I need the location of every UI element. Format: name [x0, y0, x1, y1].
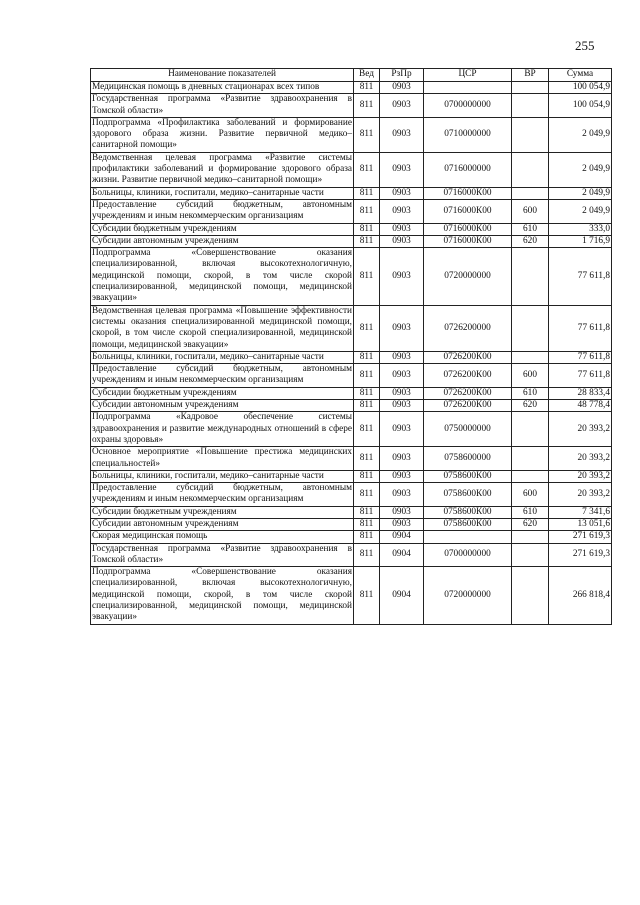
cell-csr: 0726200К00 — [424, 387, 512, 399]
cell-rzpr: 0903 — [380, 351, 424, 363]
cell-rzpr: 0904 — [380, 543, 424, 567]
cell-rzpr: 0903 — [380, 483, 424, 507]
cell-csr: 0700000000 — [424, 543, 512, 567]
cell-ved: 811 — [354, 351, 380, 363]
cell-rzpr: 0903 — [380, 235, 424, 247]
cell-name: Подпрограмма «Кадровое обеспечение системы здравоохранения и развитие международных отношений в сфере охраны здоровья» — [92, 412, 352, 445]
cell-rzpr: 0903 — [380, 364, 424, 388]
cell-vr — [512, 94, 549, 118]
cell-vr: 610 — [512, 506, 549, 518]
budget-table — [90, 68, 612, 625]
table-row — [91, 199, 612, 223]
cell-csr: 0710000000 — [424, 117, 512, 152]
cell-sum: 1 716,9 — [549, 235, 612, 247]
table-row — [91, 351, 612, 363]
cell-vr — [512, 543, 549, 567]
cell-ved: 811 — [354, 305, 380, 351]
header-vr: ВР — [512, 69, 549, 82]
cell-sum: 13 051,6 — [549, 518, 612, 530]
table-row — [91, 470, 612, 482]
cell-sum: 28 833,4 — [549, 387, 612, 399]
cell-name: Субсидии автономным учреждениям — [91, 518, 354, 530]
cell-name: Государственная программа «Развитие здравоохранения в Томской области» — [92, 543, 352, 565]
cell-ved: 811 — [354, 187, 380, 199]
cell-name: Медицинская помощь в дневных стационарах всех типов — [91, 82, 354, 94]
cell-rzpr: 0903 — [380, 248, 424, 305]
cell-sum: 266 818,4 — [549, 567, 612, 624]
cell-vr — [512, 117, 549, 152]
table-row — [91, 506, 612, 518]
table-row — [91, 447, 612, 471]
cell-rzpr: 0903 — [380, 152, 424, 187]
cell-ved: 811 — [354, 400, 380, 412]
cell-name: Субсидии бюджетным учреждениям — [91, 506, 354, 518]
cell-sum: 271 619,3 — [549, 531, 612, 543]
cell-csr: 0720000000 — [424, 248, 512, 305]
cell-vr: 610 — [512, 223, 549, 235]
cell-name: Ведомственная целевая программа «Развитие системы профилактики заболеваний и формирование здорового образа жизни. Развитие первичной медико–санитарной помощи» — [92, 152, 352, 186]
cell-vr: 620 — [512, 400, 549, 412]
cell-sum: 100 054,9 — [549, 94, 612, 118]
cell-sum: 77 611,8 — [549, 305, 612, 351]
cell-csr: 0716000К00 — [424, 199, 512, 223]
cell-vr — [512, 305, 549, 351]
cell-ved: 811 — [354, 483, 380, 507]
cell-vr — [512, 412, 549, 447]
table-row — [91, 364, 612, 388]
cell-vr — [512, 567, 549, 624]
table-row — [91, 387, 612, 399]
cell-vr: 600 — [512, 364, 549, 388]
cell-name: Предоставление субсидий бюджетным, автономным учреждениям и иным некоммерческим организациям — [92, 364, 352, 386]
cell-name: Субсидии автономным учреждениям — [91, 400, 354, 412]
cell-sum: 2 049,9 — [549, 117, 612, 152]
cell-ved: 811 — [354, 470, 380, 482]
cell-rzpr: 0903 — [380, 387, 424, 399]
cell-rzpr: 0903 — [380, 82, 424, 94]
cell-rzpr: 0903 — [380, 117, 424, 152]
table-row — [91, 400, 612, 412]
cell-name: Предоставление субсидий бюджетным, автономным учреждениям и иным некоммерческим организациям — [92, 483, 352, 505]
table-row — [91, 94, 612, 118]
cell-name: Ведомственная целевая программа «Повышение эффективности системы оказания специализированной медицинской помощи, скорой, в том числе скорой специализированной, медицинской помощи, медицинской эвакуации» — [92, 305, 352, 350]
cell-vr — [512, 248, 549, 305]
cell-csr: 0758600К00 — [424, 483, 512, 507]
header-rzpr: РзПр — [380, 69, 424, 82]
cell-csr: 0716000К00 — [424, 223, 512, 235]
cell-csr: 0716000000 — [424, 152, 512, 187]
cell-ved: 811 — [354, 364, 380, 388]
cell-name: Государственная программа «Развитие здравоохранения в Томской области» — [92, 94, 352, 116]
cell-vr: 600 — [512, 199, 549, 223]
table-body — [91, 82, 612, 625]
cell-csr: 0758600К00 — [424, 506, 512, 518]
cell-ved: 811 — [354, 506, 380, 518]
cell-csr: 0726200К00 — [424, 364, 512, 388]
cell-ved: 811 — [354, 412, 380, 447]
cell-csr: 0716000К00 — [424, 235, 512, 247]
cell-vr: 600 — [512, 483, 549, 507]
cell-ved: 811 — [354, 387, 380, 399]
cell-name: Предоставление субсидий бюджетным, автономным учреждениям и иным некоммерческим организациям — [92, 199, 352, 222]
cell-vr — [512, 351, 549, 363]
cell-name: Субсидии автономным учреждениям — [91, 235, 354, 247]
cell-name: Больницы, клиники, госпитали, медико–санитарные части — [91, 187, 354, 199]
table-header-row — [91, 69, 612, 82]
cell-name: Субсидии бюджетным учреждениям — [91, 223, 354, 235]
cell-vr — [512, 470, 549, 482]
cell-name: Подпрограмма «Профилактика заболеваний и формирование здорового образа жизни. Развитие первичной медико–санитарной помощи» — [92, 117, 352, 151]
cell-name: Больницы, клиники, госпитали, медико–санитарные части — [91, 470, 354, 482]
cell-sum: 333,0 — [549, 223, 612, 235]
page-number: 255 — [575, 38, 595, 53]
table-row — [91, 412, 612, 447]
table-row — [91, 483, 612, 507]
cell-sum: 48 778,4 — [549, 400, 612, 412]
cell-vr — [512, 531, 549, 543]
header-csr: ЦСР — [424, 69, 512, 82]
cell-ved: 811 — [354, 518, 380, 530]
cell-sum: 100 054,9 — [549, 82, 612, 94]
cell-vr — [512, 447, 549, 471]
cell-csr: 0758600000 — [424, 447, 512, 471]
cell-csr — [424, 82, 512, 94]
cell-csr: 0758600К00 — [424, 470, 512, 482]
cell-vr: 610 — [512, 387, 549, 399]
cell-ved: 811 — [354, 248, 380, 305]
cell-sum: 20 393,2 — [549, 447, 612, 471]
cell-csr: 0720000000 — [424, 567, 512, 624]
header-name: Наименование показателей — [91, 69, 354, 82]
cell-sum: 77 611,8 — [549, 364, 612, 388]
cell-ved: 811 — [354, 94, 380, 118]
table-row — [91, 531, 612, 543]
cell-sum: 2 049,9 — [549, 152, 612, 187]
table-row — [91, 152, 612, 187]
cell-sum: 7 341,6 — [549, 506, 612, 518]
table-row — [91, 235, 612, 247]
cell-rzpr: 0903 — [380, 400, 424, 412]
cell-name: Скорая медицинская помощь — [91, 531, 354, 543]
table-row — [91, 543, 612, 567]
cell-ved: 811 — [354, 117, 380, 152]
cell-rzpr: 0904 — [380, 567, 424, 624]
cell-ved: 811 — [354, 567, 380, 624]
table-row — [91, 117, 612, 152]
cell-csr: 0726200К00 — [424, 351, 512, 363]
cell-sum: 271 619,3 — [549, 543, 612, 567]
cell-vr — [512, 82, 549, 94]
cell-ved: 811 — [354, 543, 380, 567]
cell-rzpr: 0903 — [380, 506, 424, 518]
cell-sum: 20 393,2 — [549, 483, 612, 507]
header-ved: Вед — [354, 69, 380, 82]
cell-csr: 0750000000 — [424, 412, 512, 447]
cell-sum: 20 393,2 — [549, 470, 612, 482]
table-row — [91, 187, 612, 199]
table-row — [91, 223, 612, 235]
cell-name: Основное мероприятие «Повышение престижа медицинских специальностей» — [92, 447, 352, 469]
cell-name: Больницы, клиники, госпитали, медико–санитарные части — [91, 351, 354, 363]
cell-name: Подпрограмма «Совершенствование оказания специализированной, включая высокотехнологичную, медицинской помощи, скорой, в том числе скорой специализированной, медицинской помощи, медицинской эвакуации» — [92, 248, 352, 304]
cell-rzpr: 0903 — [380, 305, 424, 351]
header-sum: Сумма — [549, 69, 612, 82]
cell-rzpr: 0903 — [380, 412, 424, 447]
cell-rzpr: 0903 — [380, 518, 424, 530]
table-row — [91, 305, 612, 351]
cell-ved: 811 — [354, 152, 380, 187]
cell-sum: 2 049,9 — [549, 187, 612, 199]
table-row — [91, 567, 612, 624]
cell-name: Субсидии бюджетным учреждениям — [91, 387, 354, 399]
cell-csr: 0758600К00 — [424, 518, 512, 530]
cell-sum: 77 611,8 — [549, 248, 612, 305]
cell-ved: 811 — [354, 82, 380, 94]
cell-vr: 620 — [512, 518, 549, 530]
cell-sum: 2 049,9 — [549, 199, 612, 223]
cell-csr: 0726200000 — [424, 305, 512, 351]
cell-vr — [512, 187, 549, 199]
cell-csr: 0700000000 — [424, 94, 512, 118]
cell-ved: 811 — [354, 223, 380, 235]
cell-csr: 0726200К00 — [424, 400, 512, 412]
cell-name: Подпрограмма «Совершенствование оказания специализированной, включая высокотехнологичную, медицинской помощи, скорой, в том числе скорой специализированной, медицинской помощи, медицинской эвакуации» — [92, 567, 352, 623]
cell-ved: 811 — [354, 235, 380, 247]
cell-sum: 77 611,8 — [549, 351, 612, 363]
cell-vr: 620 — [512, 235, 549, 247]
table-row — [91, 82, 612, 94]
cell-rzpr: 0904 — [380, 531, 424, 543]
cell-sum: 20 393,2 — [549, 412, 612, 447]
cell-rzpr: 0903 — [380, 187, 424, 199]
cell-csr: 0716000К00 — [424, 187, 512, 199]
cell-csr — [424, 531, 512, 543]
cell-rzpr: 0903 — [380, 447, 424, 471]
cell-ved: 811 — [354, 531, 380, 543]
table-row — [91, 518, 612, 530]
cell-ved: 811 — [354, 199, 380, 223]
cell-rzpr: 0903 — [380, 94, 424, 118]
cell-ved: 811 — [354, 447, 380, 471]
cell-vr — [512, 152, 549, 187]
cell-rzpr: 0903 — [380, 470, 424, 482]
cell-rzpr: 0903 — [380, 223, 424, 235]
cell-rzpr: 0903 — [380, 199, 424, 223]
table-row — [91, 248, 612, 305]
